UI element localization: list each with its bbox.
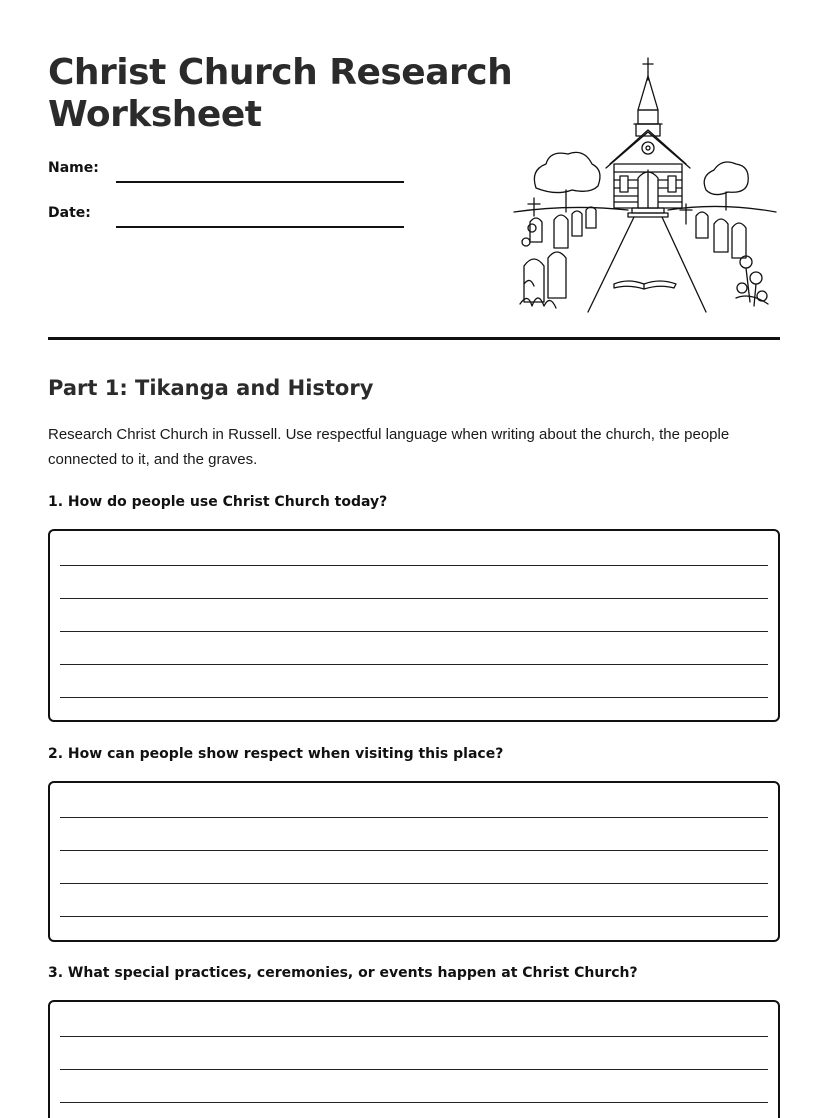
answer-box-2[interactable] <box>48 781 780 942</box>
answer-line <box>60 631 768 632</box>
name-field[interactable] <box>116 181 404 183</box>
title-line-1: Christ Church Research <box>48 52 513 93</box>
answer-box-1[interactable] <box>48 529 780 722</box>
answer-box-3[interactable] <box>48 1000 780 1118</box>
name-label: Name: <box>48 160 99 176</box>
date-label: Date: <box>48 205 91 221</box>
answer-line <box>60 598 768 599</box>
question-2: 2. How can people show respect when visiting this place? <box>48 746 504 762</box>
answer-line <box>60 817 768 818</box>
intro-line-2: connected to it, and the graves. <box>48 451 258 468</box>
question-1: 1. How do people use Christ Church today? <box>48 494 388 510</box>
answer-line <box>60 697 768 698</box>
header-divider <box>48 337 780 340</box>
worksheet-title <box>48 52 512 136</box>
title-line-2: Worksheet <box>48 94 262 135</box>
question-3: 3. What special practices, ceremonies, or events happen at Christ Church? <box>48 965 638 981</box>
intro-line-1: Research Christ Church in Russell. Use respectful language when writing about the church, the people <box>48 426 730 443</box>
answer-line <box>60 916 768 917</box>
part-1-intro <box>48 422 780 472</box>
answer-line <box>60 883 768 884</box>
part-1-title: Part 1: Tikanga and History <box>48 376 374 400</box>
church-illustration-icon <box>510 52 780 318</box>
answer-line <box>60 664 768 665</box>
answer-line <box>60 1069 768 1070</box>
date-field[interactable] <box>116 226 404 228</box>
answer-line <box>60 1102 768 1103</box>
answer-line <box>60 850 768 851</box>
answer-line <box>60 1036 768 1037</box>
answer-line <box>60 565 768 566</box>
